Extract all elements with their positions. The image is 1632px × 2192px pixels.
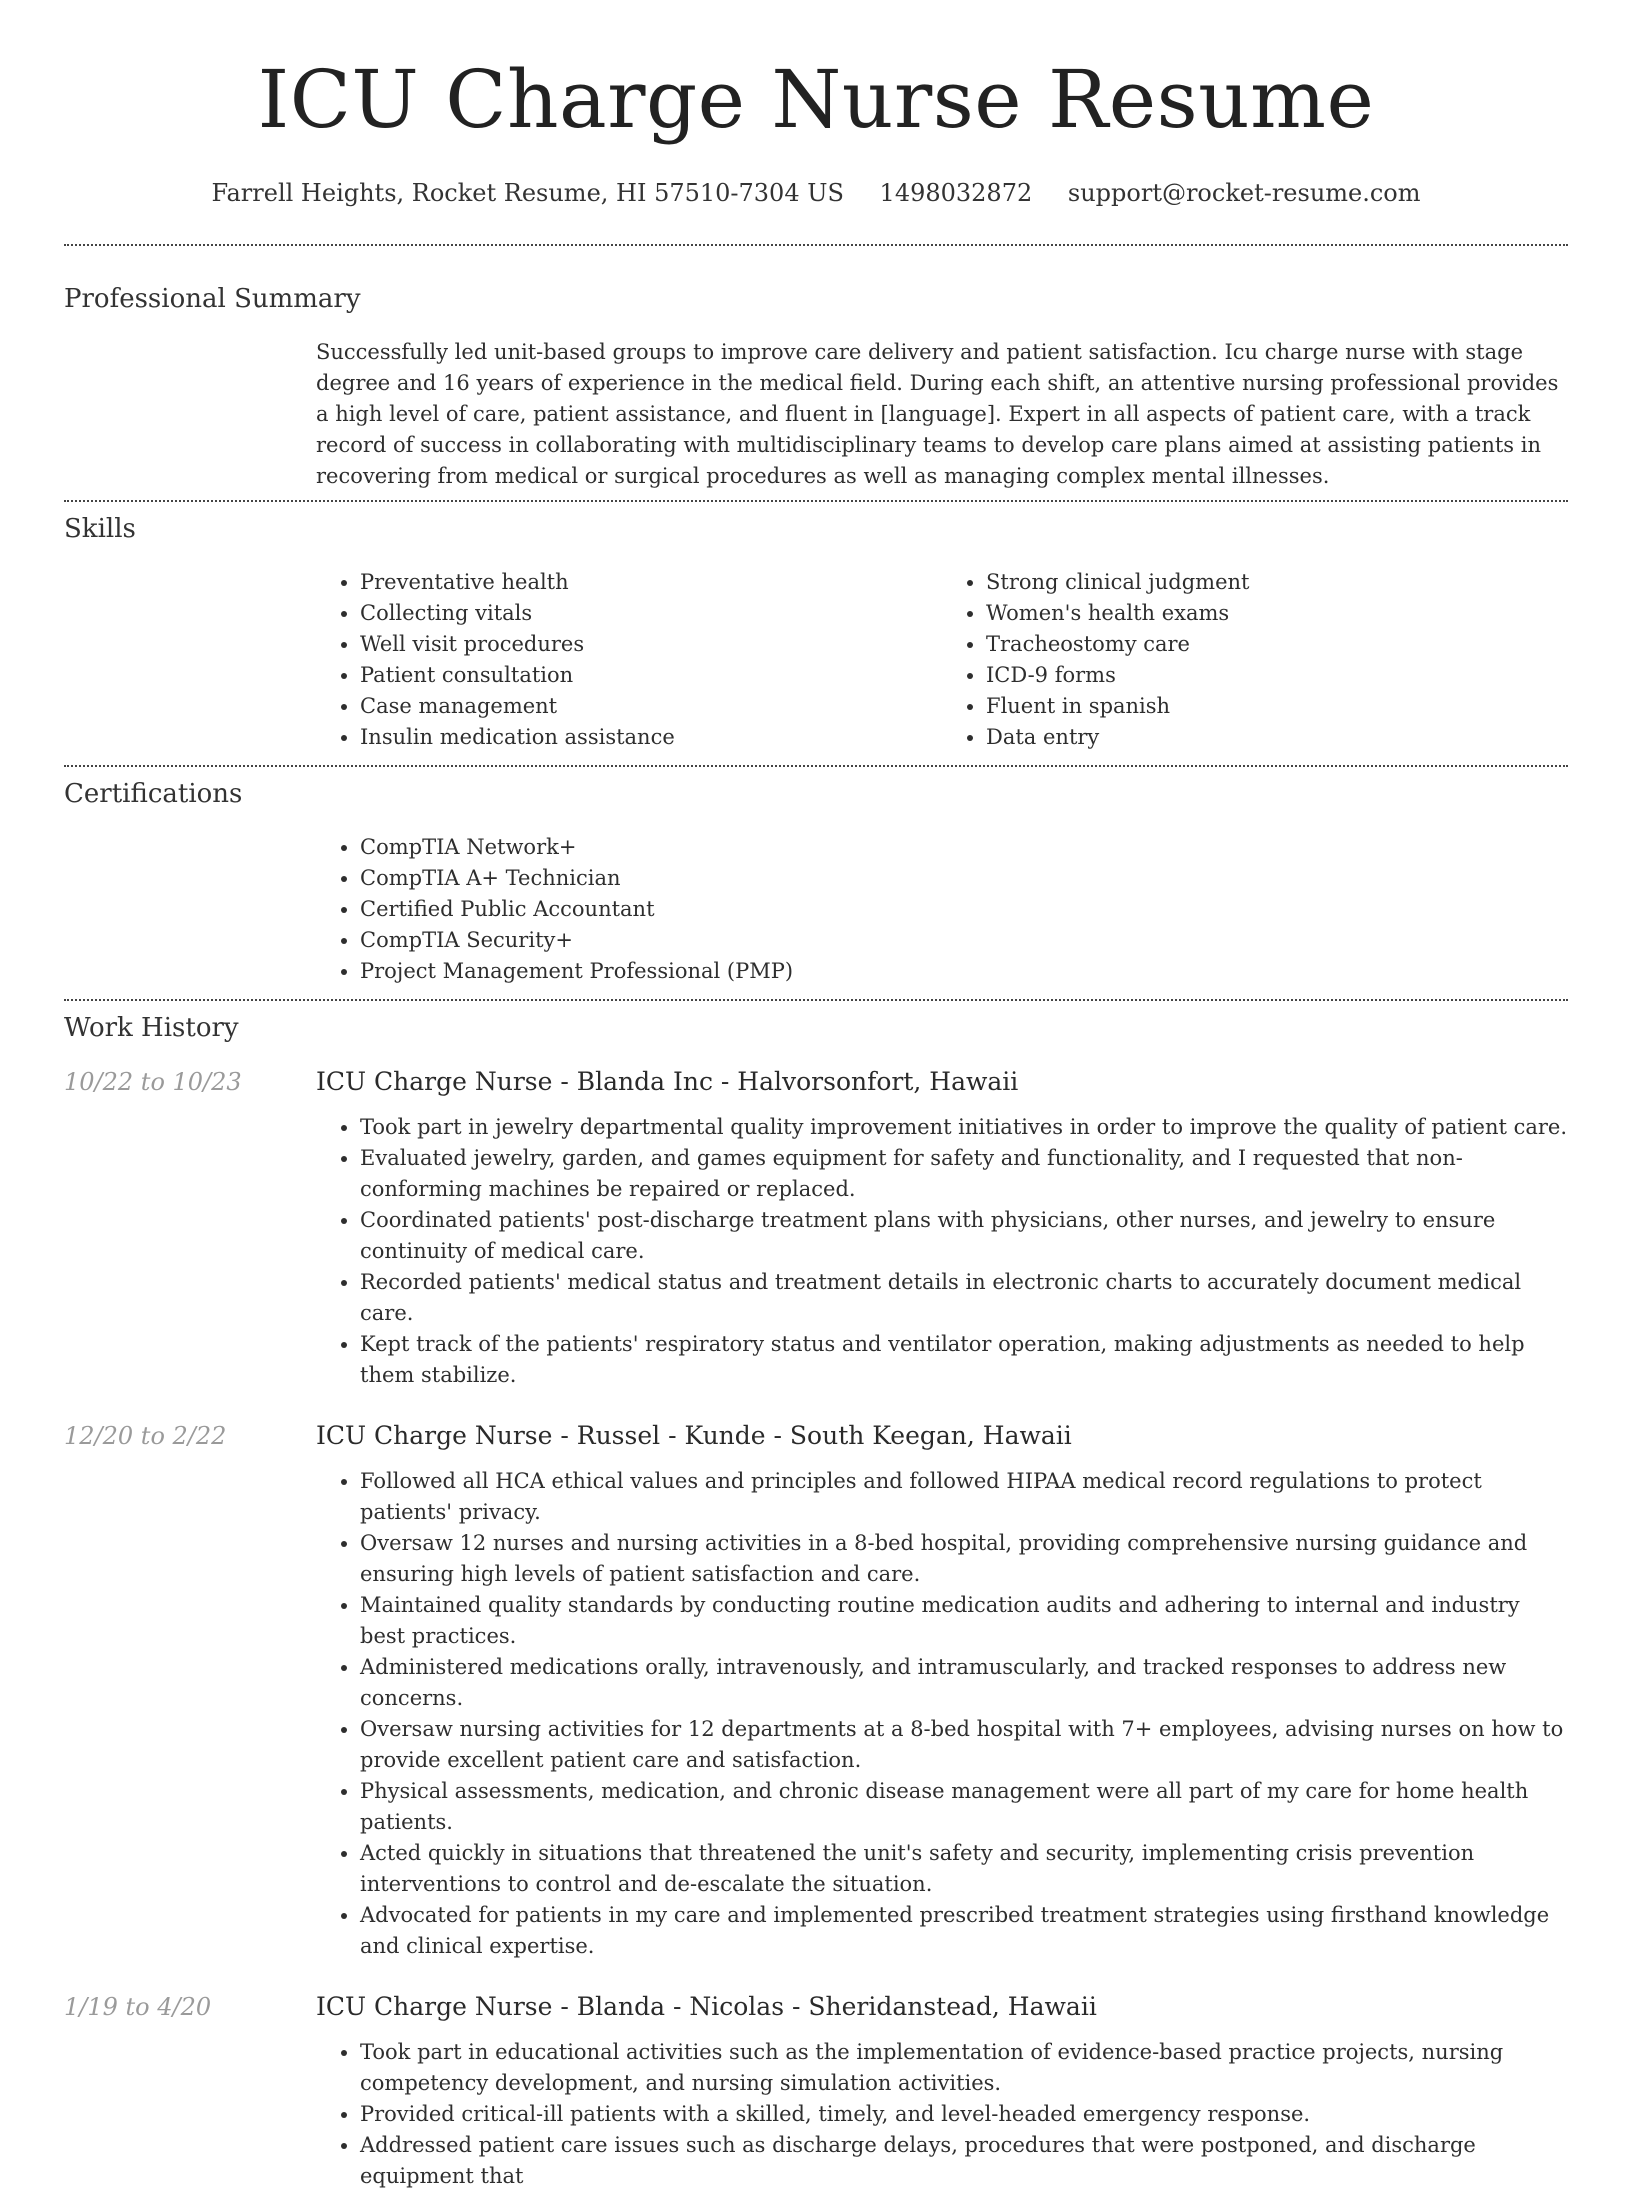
list-item: • Tracheostomy care	[986, 629, 1568, 660]
job-bullet: • Kept track of the patients' respiratory status and ventilator operation, making adjustments as needed to help them stabilize.	[360, 1329, 1568, 1391]
job-dates: 1/19 to 4/20	[64, 1993, 212, 2021]
list-item: • Certified Public Accountant	[360, 894, 1568, 925]
resume-title: ICU Charge Nurse Resume	[257, 53, 1375, 146]
list-item: • Case management	[360, 691, 942, 722]
list-item: • Fluent in spanish	[986, 691, 1568, 722]
contact-phone: 1498032872	[879, 179, 1033, 207]
list-item: • Well visit procedures	[360, 629, 942, 660]
jobs-container	[64, 1067, 1568, 2192]
job-bullet: • Oversaw nursing activities for 12 departments at a 8-bed hospital with 7+ employees, advising nurses on how to provide excellent patient care and satisfaction.	[360, 1714, 1568, 1776]
list-item: • Project Management Professional (PMP)	[360, 956, 1568, 987]
list-item: • Data entry	[986, 722, 1568, 753]
job-bullet: • Provided critical-ill patients with a skilled, timely, and level-headed emergency response.	[360, 2099, 1568, 2130]
list-item: • Preventative health	[360, 567, 942, 598]
job-bullet: • Took part in jewelry departmental quality improvement initiatives in order to improve the quality of patient care.	[360, 1112, 1568, 1143]
job-bullet: • Recorded patients' medical status and treatment details in electronic charts to accurately document medical care.	[360, 1267, 1568, 1329]
job-header	[64, 1421, 1568, 1450]
summary-section	[0, 246, 1632, 492]
skills-grid	[316, 567, 1568, 753]
certifications-heading: Certifications	[64, 779, 243, 809]
certifications-content	[316, 832, 1568, 987]
job-bullets	[316, 1466, 1568, 1962]
job-header	[64, 1067, 1568, 1096]
job-bullet: • Evaluated jewelry, garden, and games equipment for safety and functionality, and I requested that non-conforming machines be repaired or replaced.	[360, 1143, 1568, 1205]
job-bullet: • Coordinated patients' post-discharge treatment plans with physicians, other nurses, and jewelry to ensure continuity of medical care.	[360, 1205, 1568, 1267]
work-heading: Work History	[64, 1013, 239, 1043]
list-item: • Patient consultation	[360, 660, 942, 691]
skills-list-left	[316, 567, 942, 753]
job-bullets	[316, 2037, 1568, 2192]
job-bullet: • Took part in educational activities such as the implementation of evidence-based practice projects, nursing competency development, and nursing simulation activities.	[360, 2037, 1568, 2099]
summary-text: Successfully led unit-based groups to improve care delivery and patient satisfaction. Icu charge nurse with stage degree and 16 years of experience in the medical field. During each shift, an attentive nursing professional provides a high level of care, patient assistance, and fluent in [language]. Expert in all aspects of patient care, with a track record of success in collaborating with multidisciplinary teams to develop care plans aimed at assisting patients in recovering from medical or surgical procedures as well as managing complex mental illnesses.	[316, 340, 1559, 488]
job-bullet-list	[316, 2037, 1568, 2192]
job-bullet-list	[316, 1466, 1568, 1962]
job-bullet: • Physical assessments, medication, and chronic disease management were all part of my care for home health patients.	[360, 1776, 1568, 1838]
job-bullet-list	[316, 1112, 1568, 1391]
job-title: ICU Charge Nurse - Blanda - Nicolas - Sheridanstead, Hawaii	[316, 1992, 1097, 2021]
certifications-section	[0, 767, 1632, 987]
job-bullet: • Followed all HCA ethical values and principles and followed HIPAA medical record regulations to protect patients' privacy.	[360, 1466, 1568, 1528]
skills-section	[0, 502, 1632, 753]
list-item: • CompTIA Network+	[360, 832, 1568, 863]
list-item: • Insulin medication assistance	[360, 722, 942, 753]
job-bullet: • Administered medications orally, intravenously, and intramuscularly, and tracked responses to address new concerns.	[360, 1652, 1568, 1714]
job-bullet: • Addressed patient care issues such as discharge delays, procedures that were postponed, and discharge equipment that	[360, 2130, 1568, 2192]
job-bullet: • Maintained quality standards by conducting routine medication audits and adhering to internal and industry best practices.	[360, 1590, 1568, 1652]
job-entry	[64, 1992, 1568, 2192]
work-section	[0, 1001, 1632, 2192]
list-item: • Collecting vitals	[360, 598, 942, 629]
summary-heading: Professional Summary	[64, 284, 361, 314]
job-bullet: • Oversaw 12 nurses and nursing activities in a 8-bed hospital, providing comprehensive nursing guidance and ensuring high levels of patient satisfaction and care.	[360, 1528, 1568, 1590]
job-header	[64, 1992, 1568, 2021]
job-bullet: • Advocated for patients in my care and implemented prescribed treatment strategies using firsthand knowledge and clinical expertise.	[360, 1900, 1568, 1962]
job-entry	[64, 1067, 1568, 1391]
job-entry	[64, 1421, 1568, 1962]
job-dates: 10/22 to 10/23	[64, 1068, 242, 1096]
contact-line	[0, 178, 1632, 208]
job-bullets	[316, 1112, 1568, 1391]
contact-address: Farrell Heights, Rocket Resume, HI 57510-7304 US	[211, 179, 844, 207]
list-item: • Strong clinical judgment	[986, 567, 1568, 598]
skills-heading: Skills	[64, 514, 136, 544]
list-item: • ICD-9 forms	[986, 660, 1568, 691]
list-item: • CompTIA Security+	[360, 925, 1568, 956]
list-item: • Women's health exams	[986, 598, 1568, 629]
contact-email[interactable]: support@rocket-resume.com	[1067, 179, 1421, 207]
list-item: • CompTIA A+ Technician	[360, 863, 1568, 894]
skills-list-right	[942, 567, 1568, 753]
job-title: ICU Charge Nurse - Blanda Inc - Halvorsonfort, Hawaii	[316, 1067, 1019, 1096]
job-bullet: • Acted quickly in situations that threatened the unit's safety and security, implementing crisis prevention interventions to control and de-escalate the situation.	[360, 1838, 1568, 1900]
job-dates: 12/20 to 2/22	[64, 1422, 227, 1450]
job-title: ICU Charge Nurse - Russel - Kunde - South Keegan, Hawaii	[316, 1421, 1072, 1450]
certifications-list	[316, 832, 1568, 987]
